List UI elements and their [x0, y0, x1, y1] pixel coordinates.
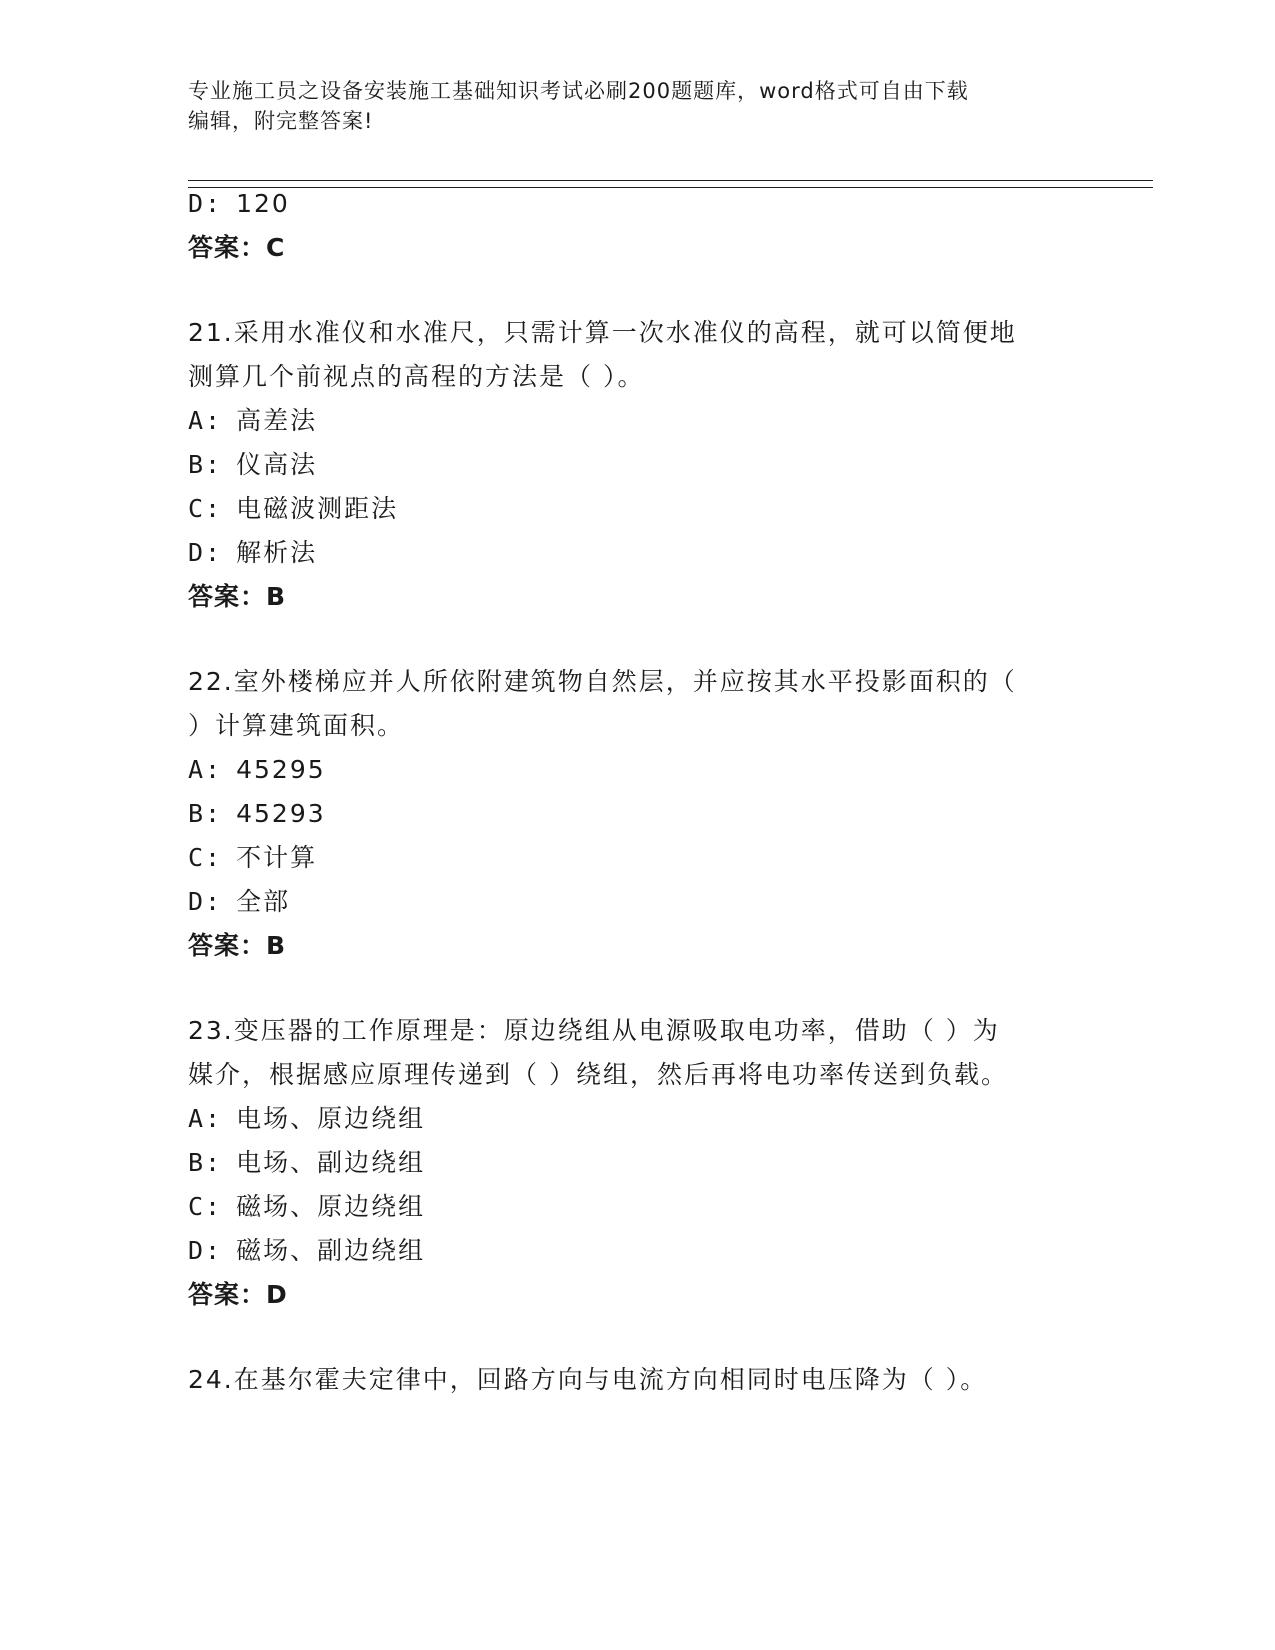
option-label: D:: [188, 1236, 223, 1265]
option-label: A:: [188, 755, 223, 784]
q21-option-c: [188, 494, 398, 524]
option-label: B:: [188, 450, 223, 479]
prev-option-d: [188, 189, 290, 219]
option-label: D:: [188, 538, 223, 567]
option-text: 全部: [236, 887, 291, 916]
header-title-line-1: 专业施工员之设备安装施工基础知识考试必刷200题题库，word格式可自由下载: [188, 79, 969, 103]
q21-option-a: [188, 406, 317, 436]
option-text: 磁场、副边绕组: [236, 1236, 426, 1265]
q21-answer: 答案：B: [188, 582, 287, 611]
option-text: 120: [236, 189, 290, 218]
option-label: C:: [188, 1192, 223, 1221]
option-text: 不计算: [236, 843, 318, 872]
q22-stem-line-1: 22.室外楼梯应并人所依附建筑物自然层，并应按其水平投影面积的（: [188, 667, 1017, 696]
q23-answer: 答案：D: [188, 1280, 288, 1309]
q23-option-b: [188, 1148, 425, 1178]
document-header: [188, 76, 1088, 136]
q24-stem-line-1: 24.在基尔霍夫定律中，回路方向与电流方向相同时电压降为（ ）。: [188, 1365, 988, 1394]
q21-stem-line-2: 测算几个前视点的高程的方法是（ ）。: [188, 362, 645, 391]
option-text: 45293: [236, 799, 326, 828]
option-label: B:: [188, 1148, 223, 1177]
option-text: 电磁波测距法: [236, 494, 399, 523]
q22-option-b: [188, 799, 326, 829]
option-text: 45295: [236, 755, 326, 784]
q21-stem-line-1: 21.采用水准仪和水准尺，只需计算一次水准仪的高程，就可以简便地: [188, 318, 1017, 347]
q21-option-b: [188, 450, 317, 480]
option-text: 仪高法: [236, 450, 318, 479]
q23-option-c: [188, 1192, 425, 1222]
q21-option-d: [188, 538, 317, 568]
option-label: D:: [188, 189, 223, 218]
option-label: D:: [188, 887, 223, 916]
option-label: A:: [188, 406, 223, 435]
q23-option-d: [188, 1236, 425, 1266]
q22-option-d: [188, 887, 290, 917]
header-title-line-2: 编辑，附完整答案!: [188, 109, 374, 133]
q23-stem-line-2: 媒介，根据感应原理传递到（ ）绕组，然后再将电功率传送到负载。: [188, 1060, 1008, 1089]
q22-option-c: [188, 843, 317, 873]
q22-answer: 答案：B: [188, 931, 287, 960]
option-text: 电场、副边绕组: [236, 1148, 426, 1177]
option-label: C:: [188, 494, 223, 523]
q23-stem-line-1: 23.变压器的工作原理是：原边绕组从电源吸取电功率，借助（ ）为: [188, 1016, 1000, 1045]
option-label: A:: [188, 1104, 223, 1133]
option-text: 磁场、原边绕组: [236, 1192, 426, 1221]
prev-answer: 答案：C: [188, 233, 286, 262]
option-label: B:: [188, 799, 223, 828]
option-label: C:: [188, 843, 223, 872]
option-text: 解析法: [236, 538, 318, 567]
option-text: 高差法: [236, 406, 318, 435]
option-text: 电场、原边绕组: [236, 1104, 426, 1133]
q22-option-a: [188, 755, 326, 785]
q22-stem-line-2: ）计算建筑面积。: [188, 711, 405, 740]
header-double-rule: [188, 180, 1153, 188]
q23-option-a: [188, 1104, 425, 1134]
